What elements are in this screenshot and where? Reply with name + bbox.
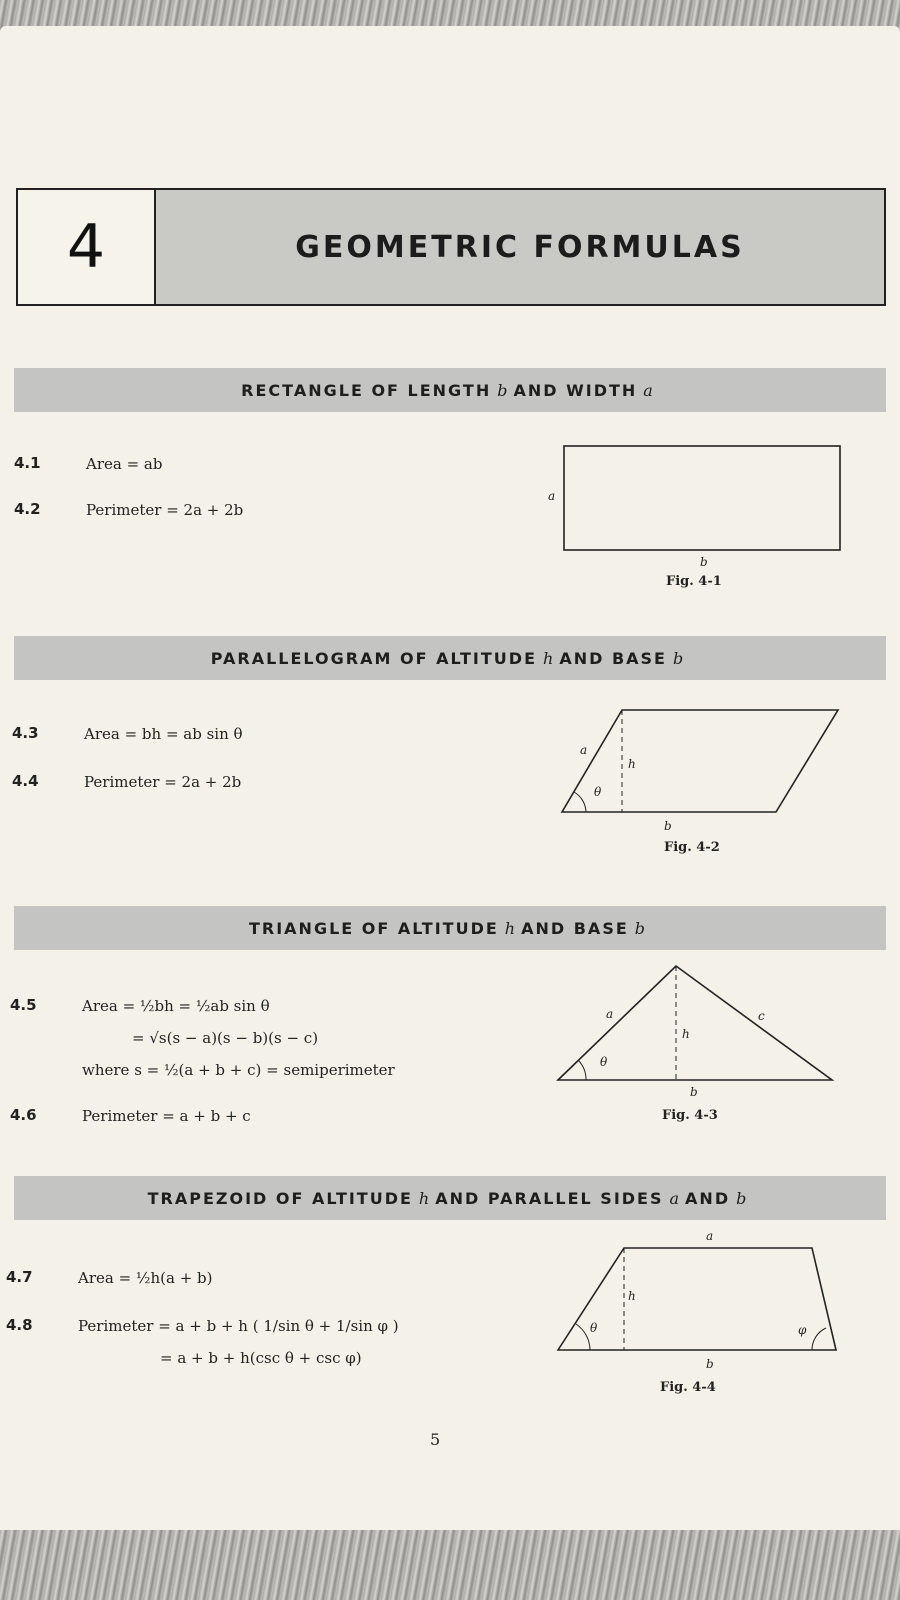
section-title-text: RECTANGLE OF LENGTH	[241, 380, 492, 400]
trapezoid-label-theta: θ	[590, 1321, 598, 1335]
section-parallelogram-header	[14, 636, 886, 680]
section-title-var: a	[669, 1188, 680, 1208]
formula-number: 4.4	[12, 772, 39, 790]
trapezoid-figure	[546, 1226, 846, 1376]
section-title-var: b	[497, 380, 508, 400]
figure-caption: Fig. 4-1	[666, 574, 722, 589]
rectangle-label-b: b	[700, 555, 708, 569]
section-title-text: AND PARALLEL SIDES	[435, 1188, 664, 1208]
formula-text: Perimeter = 2a + 2b	[84, 773, 242, 791]
trapezoid-label-phi: φ	[798, 1323, 807, 1337]
section-title-text: AND	[685, 1188, 731, 1208]
section-title-var: h	[418, 1188, 430, 1208]
parallelogram-figure	[550, 704, 850, 834]
trapezoid-label-a: a	[706, 1229, 714, 1243]
page-number: 5	[430, 1430, 441, 1449]
section-title-var: a	[643, 380, 653, 400]
formula-number: 4.3	[12, 724, 39, 742]
formula-number: 4.1	[14, 454, 41, 472]
section-title-text: AND BASE	[559, 648, 667, 668]
formula-number: 4.8	[6, 1316, 33, 1334]
formula-text: Perimeter = 2a + 2b	[86, 501, 244, 519]
formula-text: Perimeter = a + b + c	[82, 1107, 251, 1125]
rectangle-figure	[540, 440, 850, 570]
triangle-label-h: h	[682, 1027, 690, 1041]
formula-number: 4.6	[10, 1106, 37, 1124]
parallelogram-label-a: a	[580, 743, 588, 757]
formula-text: Area = bh = ab sin θ	[84, 725, 243, 743]
section-title-text: PARALLELOGRAM OF ALTITUDE	[210, 648, 537, 668]
chapter-header	[16, 188, 886, 306]
section-rectangle-header	[14, 368, 886, 412]
triangle-figure	[550, 960, 850, 1100]
formula-text-line2: = a + b + h(csc θ + csc φ)	[160, 1349, 362, 1367]
parallelogram-label-theta: θ	[594, 785, 602, 799]
formula-text-line2: = √s(s − a)(s − b)(s − c)	[132, 1029, 319, 1047]
trapezoid-label-h: h	[628, 1289, 636, 1303]
section-title-var: h	[543, 648, 554, 668]
parallelogram-label-h: h	[628, 757, 636, 771]
formula-text: Area = ½h(a + b)	[78, 1269, 213, 1287]
section-title-text: AND BASE	[521, 918, 629, 938]
section-triangle-header	[14, 906, 886, 950]
section-title-var: b	[634, 918, 646, 938]
formula-text: Area = ab	[86, 455, 163, 473]
section-title-var: h	[504, 918, 516, 938]
rectangle-label-a: a	[548, 489, 556, 503]
trapezoid-label-b: b	[706, 1357, 714, 1371]
formula-text: Area = ½bh = ½ab sin θ	[82, 997, 270, 1015]
triangle-label-c: c	[758, 1009, 765, 1023]
background-rug-bottom	[0, 1530, 900, 1600]
formula-text-line3: where s = ½(a + b + c) = semiperimeter	[82, 1061, 395, 1079]
section-title-var: b	[672, 648, 684, 668]
triangle-label-b: b	[690, 1085, 698, 1099]
formula-number: 4.5	[10, 996, 37, 1014]
section-title-text: AND WIDTH	[513, 380, 638, 400]
figure-caption: Fig. 4-2	[664, 840, 720, 855]
figure-caption: Fig. 4-4	[660, 1380, 716, 1395]
formula-number: 4.2	[14, 500, 41, 518]
section-title-text: TRIANGLE OF ALTITUDE	[248, 918, 499, 938]
formula-number: 4.7	[6, 1268, 33, 1286]
triangle-label-theta: θ	[600, 1055, 608, 1069]
chapter-number: 4	[18, 190, 156, 304]
figure-caption: Fig. 4-3	[662, 1108, 718, 1123]
section-title-var: b	[736, 1188, 747, 1208]
triangle-label-a: a	[606, 1007, 614, 1021]
chapter-title: GEOMETRIC FORMULAS	[156, 190, 884, 304]
parallelogram-label-b: b	[664, 819, 672, 833]
section-trapezoid-header	[14, 1176, 886, 1220]
formula-text: Perimeter = a + b + h ( 1/sin θ + 1/sin φ )	[78, 1317, 399, 1335]
section-title-text: TRAPEZOID OF ALTITUDE	[147, 1188, 413, 1208]
